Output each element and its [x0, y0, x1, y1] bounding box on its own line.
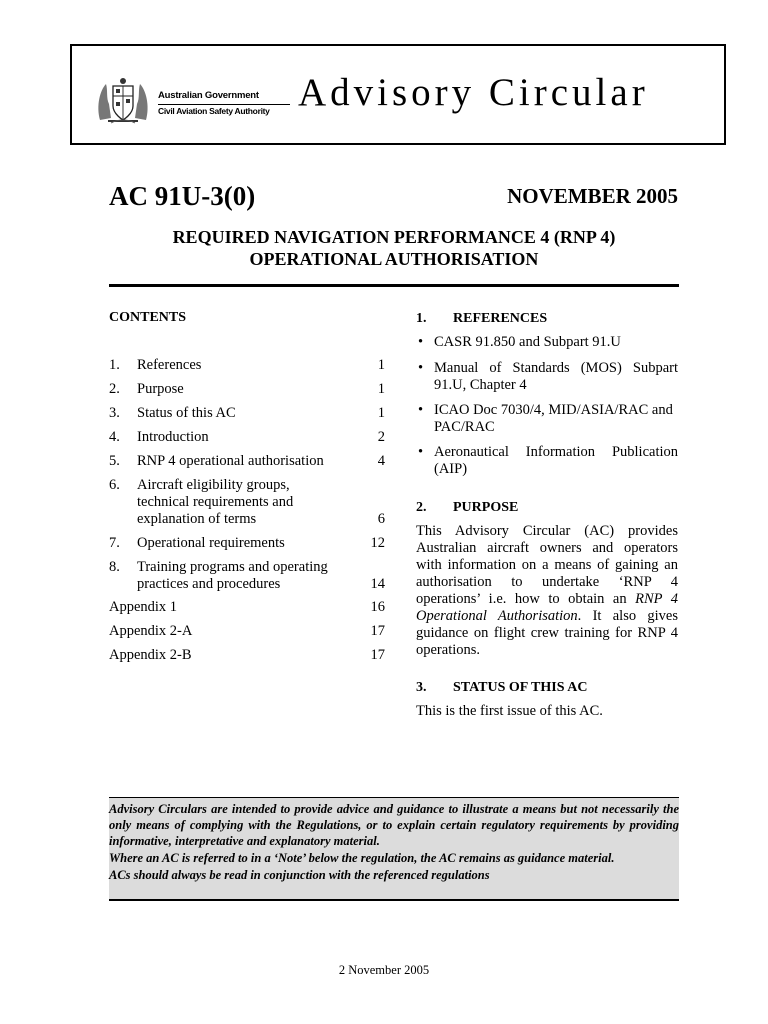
toc-item-label: Status of this AC [137, 405, 236, 421]
section-title: STATUS OF THIS AC [453, 680, 588, 695]
toc-item-label: Operational requirements [137, 535, 285, 551]
purpose-heading [416, 499, 518, 516]
purpose-text-emphasis: RNP 4 Operational Authorisation [416, 591, 679, 624]
document-date: NOVEMBER 2005 [507, 184, 678, 208]
toc-item-label: Appendix 1 [109, 599, 178, 615]
section-number: 2. [416, 500, 427, 515]
toc-item-label: Training programs and operating practices and procedures [137, 559, 328, 592]
coat-of-arms-icon [94, 76, 152, 126]
banner-title: Advisory Circular [298, 71, 649, 114]
reference-text: Manual of Standards (MOS) Subpart 91.U, Chapter 4 [434, 360, 678, 393]
toc-item-page: 12 [370, 535, 385, 551]
purpose-text-part: . It also gives guidance on flight crew training for RNP 4 operations. [416, 608, 678, 658]
document-title-line2: OPERATIONAL AUTHORISATION [249, 249, 539, 269]
reference-item [416, 444, 678, 478]
reference-text: Aeronautical Information Publication (AIP) [434, 444, 678, 477]
toc-item-num: 2. [109, 381, 120, 397]
advisory-notice [109, 797, 679, 901]
bullet-icon: • [418, 334, 424, 350]
header-banner [70, 44, 726, 145]
toc-item-num: 1. [109, 357, 120, 373]
reference-text: ICAO Doc 7030/4, MID/ASIA/RAC and PAC/RAC [434, 402, 673, 435]
document-id: AC 91U-3(0) [109, 181, 256, 211]
toc-item-page: 1 [377, 405, 385, 421]
toc-item-page: 1 [377, 357, 385, 373]
toc-item-page: 17 [370, 647, 385, 663]
notice-paragraph: Advisory Circulars are intended to provide advice and guidance to illustrate a means but not necessarily the only means of complying with the Regulations, or to explain certain regulatory requirements by providing informative, interpretative and explanatory material. [109, 802, 679, 848]
notice-paragraph: ACs should always be read in conjunction with the referenced regulations [109, 868, 490, 882]
status-text: This is the first issue of this AC. [416, 703, 603, 719]
section-number: 3. [416, 680, 427, 695]
toc-item-label: Purpose [137, 381, 184, 397]
footer-date: 2 November 2005 [338, 963, 430, 977]
bullet-icon: • [418, 444, 424, 460]
reference-text: CASR 91.850 and Subpart 91.U [434, 334, 621, 350]
section-title: REFERENCES [453, 311, 548, 326]
toc-item-page: 1 [377, 381, 385, 397]
reference-item [416, 334, 678, 351]
toc-item-num: 5. [109, 453, 120, 469]
toc-item-page: 16 [370, 599, 385, 615]
logo-divider [158, 104, 290, 105]
contents-section [109, 310, 385, 663]
toc-item-label: RNP 4 operational authorisation [137, 453, 324, 469]
reference-item [416, 402, 678, 436]
section-number: 1. [416, 311, 427, 326]
section-title: PURPOSE [453, 500, 519, 515]
toc-item-num: 3. [109, 405, 120, 421]
toc-item-label: Aircraft eligibility groups, technical requirements and explanation of terms [137, 477, 294, 527]
casa-logo [94, 76, 294, 126]
toc-item-page: 6 [377, 511, 385, 527]
document-title [109, 226, 679, 270]
toc-item-label: Appendix 2-A [109, 623, 193, 639]
toc-item-page: 14 [370, 576, 385, 592]
references-heading [416, 310, 547, 327]
toc-item-label: Introduction [137, 429, 209, 445]
org-name-line1: Australian Government [158, 90, 259, 101]
toc-item-num: 6. [109, 477, 120, 493]
notice-paragraph: Where an AC is referred to in a ‘Note’ below the regulation, the AC remains as guidance material. [109, 851, 615, 865]
bullet-icon: • [418, 360, 424, 376]
toc-item-num: 7. [109, 535, 120, 551]
purpose-text-part: This Advisory Circular (AC) provides Australian aircraft owners and operators with information on a means of gaining an authorisation to undertake ‘RNP 4 operations’ i.e. how to obtain an [416, 523, 678, 607]
status-heading [416, 679, 587, 696]
toc-item-page: 2 [377, 429, 385, 445]
title-divider [109, 284, 679, 287]
contents-heading: CONTENTS [109, 310, 187, 325]
bullet-icon: • [418, 402, 424, 418]
toc-item-page: 17 [370, 623, 385, 639]
purpose-text [416, 523, 678, 659]
toc-item-label: References [137, 357, 202, 373]
document-title-line1: REQUIRED NAVIGATION PERFORMANCE 4 (RNP 4) [172, 227, 616, 247]
toc-item-num: 8. [109, 559, 120, 575]
toc-item-page: 4 [377, 453, 385, 469]
toc-item-num: 4. [109, 429, 120, 445]
org-name-line2: Civil Aviation Safety Authority [158, 106, 270, 116]
toc-item-label: Appendix 2-B [109, 647, 192, 663]
reference-item [416, 360, 678, 394]
